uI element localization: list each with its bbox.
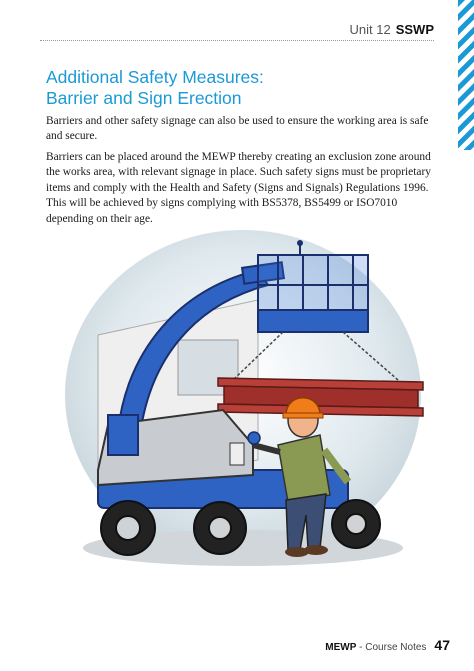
body-paragraph-1: Barriers and other safety signage can also be used to ensure the working area is safe and secure.: [46, 115, 429, 143]
section-title: [46, 67, 436, 109]
page-header: [40, 22, 434, 40]
unit-number: Unit 12: [349, 22, 391, 37]
page-number: 47: [434, 637, 450, 653]
unit-code: SSWP: [395, 22, 434, 37]
header-divider: [40, 40, 434, 41]
mewp-illustration: [58, 230, 426, 575]
work-platform: [258, 255, 368, 332]
platform-beacon: [297, 240, 303, 246]
page-footer: [325, 637, 450, 655]
course-notes-label: [325, 642, 426, 653]
section-title-line1: Additional Safety Measures:: [46, 67, 264, 87]
course-notes-suffix: - Course Notes: [356, 642, 427, 653]
course-name: MEWP: [325, 642, 357, 653]
steel-beam: [218, 378, 423, 416]
unit-label: [350, 22, 435, 37]
decorative-stripe: [458, 0, 474, 150]
section-title-line2: Barrier and Sign Erection: [46, 88, 242, 108]
body-paragraph-2: Barriers can be placed around the MEWP thereby creating an exclusion zone around the works area, with relevant signage in place. Such safety signs must be proprietary items and comply with the Health and Safety (Signs and Signals) Regulations 1996. This will be achieved by signs complying with BS5378, BS5499 or ISO7010 depending on their age.: [46, 151, 431, 225]
